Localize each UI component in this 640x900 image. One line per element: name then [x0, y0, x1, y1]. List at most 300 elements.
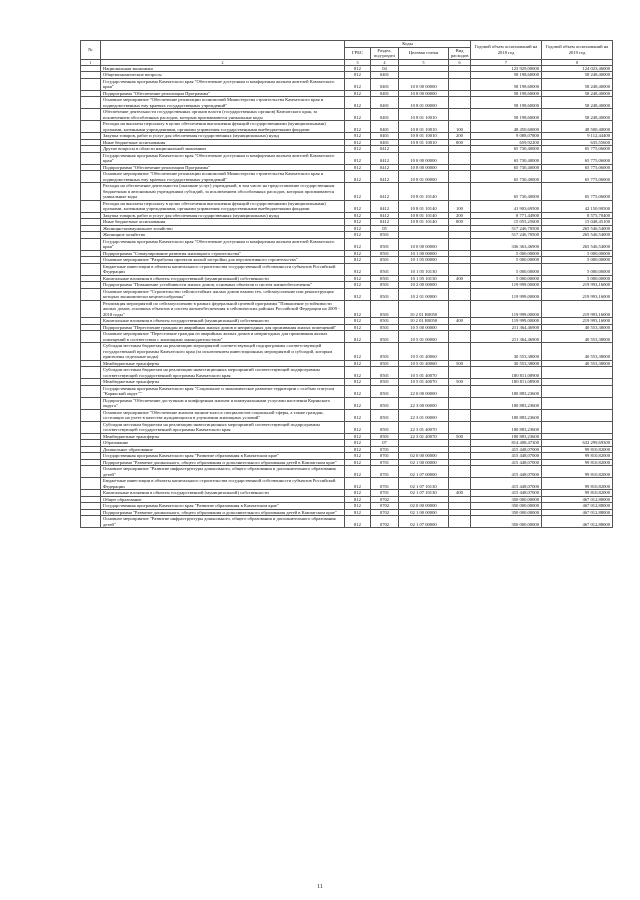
- cell-grbs: 812: [345, 250, 371, 257]
- cell-2019: 58 248,40000: [542, 90, 613, 97]
- cell-no: [81, 516, 101, 528]
- cell-no: [81, 238, 101, 250]
- cell-vid: [449, 516, 471, 528]
- cell-section: 0501: [371, 232, 399, 239]
- cell-grbs: 812: [345, 459, 371, 466]
- document-page: [80, 40, 612, 528]
- cell-vid: [449, 466, 471, 478]
- cell-2019: 219 993,16000: [542, 300, 613, 318]
- cell-2019: 99 810,82000: [542, 478, 613, 490]
- cell-grbs: 812: [345, 288, 371, 300]
- cell-vid: [449, 367, 471, 379]
- cell-target: 10 5 01 40070: [399, 367, 449, 379]
- cell-target: 10 5 01 40060: [399, 343, 449, 361]
- header-no: №: [81, 41, 101, 60]
- page-number: 11: [317, 884, 323, 890]
- cell-2018: 119 999,00000: [471, 282, 542, 289]
- cell-vid: [449, 385, 471, 397]
- cell-vid: [449, 78, 471, 90]
- cell-section: 0701: [371, 453, 399, 460]
- cell-grbs: 812: [345, 225, 371, 232]
- cell-name: Реализация мероприятий по сейсмоусилению в рамках федеральной целевой программы "Повышение устойчивости жилых домов, основных объектов и систем жизнеобеспечения в сейсмических районах Российской Федерации на 2009 - 2018 годы": [101, 300, 345, 318]
- cell-section: 0501: [371, 288, 399, 300]
- cell-2019: 5 000,00000: [542, 257, 613, 264]
- cell-target: 02 1 07 00000: [399, 516, 449, 528]
- cell-2018: 5 000,00000: [471, 263, 542, 275]
- cell-2019: 40 553,38000: [542, 324, 613, 331]
- cell-grbs: 812: [345, 282, 371, 289]
- cell-target: 10 8 01 10010: [399, 109, 449, 121]
- cell-grbs: 812: [345, 397, 371, 409]
- cell-2019: 5 000,00000: [542, 250, 613, 257]
- colnum: 8: [542, 59, 613, 65]
- cell-target: 10 2 01 00000: [399, 288, 449, 300]
- cell-vid: [449, 109, 471, 121]
- cell-2018: 336 363,46900: [471, 238, 542, 250]
- cell-2019: 58 248,40000: [542, 78, 613, 90]
- cell-grbs: 812: [345, 133, 371, 140]
- table-row: [81, 97, 613, 109]
- cell-name: Иные бюджетные ассигнования: [101, 219, 345, 226]
- cell-2019: 9 112,44400: [542, 133, 613, 140]
- cell-vid: [449, 97, 471, 109]
- cell-target: 10 8 01 00000: [399, 171, 449, 183]
- cell-grbs: 812: [345, 466, 371, 478]
- cell-2019: 467 012,88000: [542, 509, 613, 516]
- cell-vid: 800: [449, 219, 471, 226]
- cell-section: 0401: [371, 109, 399, 121]
- table-row: [81, 478, 613, 490]
- cell-vid: 400: [449, 275, 471, 282]
- colnum: 1: [81, 59, 101, 65]
- cell-2019: [542, 397, 613, 409]
- cell-section: 05: [371, 225, 399, 232]
- cell-section: 0401: [371, 72, 399, 79]
- cell-grbs: 812: [345, 146, 371, 153]
- cell-2019: 65 775,06000: [542, 171, 613, 183]
- cell-grbs: 812: [345, 97, 371, 109]
- header-section: Раздел, под-раздел: [371, 47, 399, 59]
- header-name: [101, 41, 345, 60]
- cell-2019: 58 248,40000: [542, 109, 613, 121]
- cell-section: 0412: [371, 212, 399, 219]
- cell-2018: 65 730,40000: [471, 183, 542, 201]
- cell-2018: 123 929,00000: [471, 65, 542, 72]
- cell-name: Субсидии местным бюджетам на реализацию инвестиционных мероприятий соответствующей подпрограммы соответствующей государственной программы Камчатского края: [101, 367, 345, 379]
- cell-section: 0501: [371, 250, 399, 257]
- cell-2018: 415 448,07000: [471, 478, 542, 490]
- cell-section: 0501: [371, 318, 399, 325]
- cell-vid: 400: [449, 318, 471, 325]
- cell-section: 0401: [371, 139, 399, 146]
- cell-2018: 350 000,00000: [471, 496, 542, 503]
- cell-2018: 5 000,00000: [471, 257, 542, 264]
- cell-2019: 5 000,00000: [542, 275, 613, 282]
- cell-2019: 99 810,82000: [542, 446, 613, 453]
- cell-section: 0501: [371, 300, 399, 318]
- table-row: [81, 421, 613, 433]
- cell-vid: [449, 300, 471, 318]
- cell-2018: 8 771,44900: [471, 212, 542, 219]
- cell-grbs: 812: [345, 275, 371, 282]
- cell-name: Закупка товаров, работ и услуг для обеспечения государственных (муниципальных) нужд: [101, 133, 345, 140]
- cell-vid: [449, 183, 471, 201]
- cell-2018: 180 883,23600: [471, 409, 542, 421]
- cell-grbs: 812: [345, 109, 371, 121]
- cell-name: Дошкольное образование: [101, 446, 345, 453]
- cell-grbs: 812: [345, 152, 371, 164]
- cell-2018: 350 000,00000: [471, 503, 542, 510]
- cell-name: Основное мероприятие "Обеспечение реализации полномочий Министерства строительства Камчатского края и подведомственных ему краевых государственных учреждений": [101, 171, 345, 183]
- cell-target: 02 0 00 00000: [399, 503, 449, 510]
- cell-vid: [449, 478, 471, 490]
- cell-section: 0401: [371, 121, 399, 133]
- cell-2018: 415 448,07000: [471, 453, 542, 460]
- cell-2019: 58 248,40000: [542, 72, 613, 79]
- cell-grbs: 812: [345, 121, 371, 133]
- cell-name: Капитальные вложения в объекты государственной (муниципальной) собственности: [101, 275, 345, 282]
- cell-2019: 99 810,82000: [542, 490, 613, 497]
- cell-2018: 814 408,47300: [471, 440, 542, 447]
- cell-2019: 635,55600: [542, 139, 613, 146]
- cell-2018: 415 448,07000: [471, 490, 542, 497]
- cell-section: 0401: [371, 133, 399, 140]
- cell-section: 0401: [371, 78, 399, 90]
- cell-name: Государственная программа Камчатского края "Обеспечение доступным и комфортным жильем жителей Камчатского края": [101, 78, 345, 90]
- cell-grbs: 812: [345, 318, 371, 325]
- cell-grbs: 812: [345, 453, 371, 460]
- cell-no: [81, 343, 101, 361]
- cell-2019: 40 553,38000: [542, 331, 613, 343]
- colnum: 6: [449, 59, 471, 65]
- cell-2019: 65 775,06000: [542, 164, 613, 171]
- cell-2019: 42 150,90500: [542, 200, 613, 212]
- cell-section: 07: [371, 440, 399, 447]
- cell-2019: 65 775,06000: [542, 152, 613, 164]
- cell-target: 22 3 01 40070: [399, 421, 449, 433]
- cell-target: 10 2 01 R0050: [399, 318, 449, 325]
- cell-section: 0412: [371, 152, 399, 164]
- cell-grbs: 812: [345, 183, 371, 201]
- cell-grbs: 812: [345, 503, 371, 510]
- cell-name: Жилищное хозяйство: [101, 232, 345, 239]
- cell-2018: 119 999,00000: [471, 300, 542, 318]
- cell-2019: 48 500,40000: [542, 121, 613, 133]
- cell-2019: 5 000,00000: [542, 263, 613, 275]
- cell-no: [81, 300, 101, 318]
- cell-grbs: 812: [345, 300, 371, 318]
- cell-2018: 211 364,46900: [471, 324, 542, 331]
- cell-grbs: 812: [345, 212, 371, 219]
- cell-section: 0412: [371, 164, 399, 171]
- cell-2019: 99 810,82000: [542, 459, 613, 466]
- cell-grbs: 812: [345, 78, 371, 90]
- cell-section: 0702: [371, 509, 399, 516]
- cell-vid: 500: [449, 379, 471, 386]
- table-row: [81, 288, 613, 300]
- cell-no: [81, 183, 101, 201]
- cell-2018: 15 055,25600: [471, 219, 542, 226]
- cell-vid: 500: [449, 360, 471, 367]
- cell-name: Другие вопросы в области национальной экономики: [101, 146, 345, 153]
- cell-vid: 200: [449, 212, 471, 219]
- cell-2018: 180 883,23600: [471, 433, 542, 440]
- cell-grbs: 812: [345, 421, 371, 433]
- cell-section: 0701: [371, 478, 399, 490]
- cell-target: 10 2 00 00000: [399, 282, 449, 289]
- cell-no: [81, 421, 101, 433]
- cell-section: 0501: [371, 238, 399, 250]
- cell-section: 0412: [371, 183, 399, 201]
- cell-2018: 119 999,00000: [471, 318, 542, 325]
- header-codes: Коды: [345, 41, 471, 48]
- table-row: [81, 78, 613, 90]
- cell-2018: 65 730,40000: [471, 146, 542, 153]
- table-row: [81, 367, 613, 379]
- cell-section: 0501: [371, 385, 399, 397]
- cell-section: 0501: [371, 397, 399, 409]
- table-row: [81, 331, 613, 343]
- cell-2018: 5 000,00000: [471, 275, 542, 282]
- cell-section: 0501: [371, 257, 399, 264]
- cell-vid: 500: [449, 433, 471, 440]
- cell-grbs: 812: [345, 433, 371, 440]
- cell-no: [81, 397, 101, 409]
- table-row: [81, 385, 613, 397]
- cell-2019: 124 023,46000: [542, 65, 613, 72]
- cell-section: 0501: [371, 343, 399, 361]
- cell-2018: 65 730,40000: [471, 152, 542, 164]
- header-vid: Вид расходов: [449, 47, 471, 59]
- cell-target: 10 1 05 00000: [399, 257, 449, 264]
- cell-target: 10 8 01 00000: [399, 97, 449, 109]
- cell-grbs: 812: [345, 490, 371, 497]
- cell-no: [81, 263, 101, 275]
- cell-2018: 48 450,60000: [471, 121, 542, 133]
- cell-section: 0702: [371, 516, 399, 528]
- cell-target: 10 0 00 00000: [399, 78, 449, 90]
- cell-vid: [449, 288, 471, 300]
- cell-vid: 800: [449, 139, 471, 146]
- cell-grbs: 812: [345, 478, 371, 490]
- cell-vid: [449, 238, 471, 250]
- cell-section: 0501: [371, 275, 399, 282]
- cell-target: 02 1 00 00000: [399, 509, 449, 516]
- cell-section: 0701: [371, 446, 399, 453]
- cell-name: Субсидии местным бюджетам на реализацию мероприятий соответствующей подпрограммы соответствующей государственной программы Камчатского края (за исключением инвестиционных мероприятий и субсидий, которым присвоены отдельные коды): [101, 343, 345, 361]
- cell-2019: 219 993,16000: [542, 288, 613, 300]
- cell-section: 0701: [371, 466, 399, 478]
- cell-no: [81, 466, 101, 478]
- cell-2019: [542, 409, 613, 421]
- cell-section: 0501: [371, 324, 399, 331]
- cell-no: [81, 288, 101, 300]
- cell-name: Образование: [101, 440, 345, 447]
- cell-grbs: 812: [345, 367, 371, 379]
- cell-2019: 467 012,88000: [542, 516, 613, 528]
- cell-section: 0412: [371, 219, 399, 226]
- cell-section: 0501: [371, 421, 399, 433]
- cell-no: [81, 97, 101, 109]
- cell-2018: 415 448,07000: [471, 466, 542, 478]
- cell-name: Государственная программа Камчатского края "Социальное и экономическое развитие территории с особым статусом "Корякский округ"": [101, 385, 345, 397]
- cell-name: Обеспечение деятельности государственных органов власти (государственных органов) Камчатского края, за исключением обособленных расходов, которым присваиваются уникальные коды: [101, 109, 345, 121]
- cell-2019: 65 775,06000: [542, 183, 613, 201]
- cell-name: Расходы на выплаты персоналу в целях обеспечения выполнения функций государственными (муниципальными) органами, казенными учреждениями, органами управления государственными внебюджетными фондами: [101, 121, 345, 133]
- cell-name: Бюджетные инвестиции в объекты капитального строительства государственной собственности субъектов Российской Федерации: [101, 263, 345, 275]
- budget-table: [80, 40, 613, 528]
- cell-target: 10 8 01 10010: [399, 121, 449, 133]
- cell-2018: 180 883,23600: [471, 421, 542, 433]
- cell-grbs: 812: [345, 324, 371, 331]
- cell-grbs: 812: [345, 446, 371, 453]
- cell-section: 0501: [371, 379, 399, 386]
- cell-name: Расходы на выплаты персоналу в целях обеспечения выполнения функций государственными (муниципальными) органами, казенными учреждениями, органами управления государственными внебюджетными фондами: [101, 200, 345, 212]
- colnum: 5: [399, 59, 449, 65]
- cell-2019: 632 299,69300: [542, 440, 613, 447]
- cell-grbs: 812: [345, 263, 371, 275]
- cell-2019: 99 810,82000: [542, 453, 613, 460]
- cell-grbs: 812: [345, 343, 371, 361]
- cell-2019: 467 012,88000: [542, 496, 613, 503]
- table-row: [81, 152, 613, 164]
- cell-section: 0701: [371, 490, 399, 497]
- table-row: [81, 343, 613, 361]
- cell-name: Государственная программа Камчатского края "Развитие образования в Камчатском крае": [101, 453, 345, 460]
- cell-no: [81, 367, 101, 379]
- cell-grbs: 812: [345, 360, 371, 367]
- cell-2018: 350 000,00000: [471, 516, 542, 528]
- cell-2018: 58 198,60000: [471, 97, 542, 109]
- cell-grbs: 812: [345, 331, 371, 343]
- cell-target: 10 8 01 10140: [399, 212, 449, 219]
- cell-vid: [449, 263, 471, 275]
- cell-target: 22 3 01 00000: [399, 409, 449, 421]
- cell-2018: 9 088,07800: [471, 133, 542, 140]
- cell-2019: 219 993,16000: [542, 318, 613, 325]
- cell-grbs: 812: [345, 385, 371, 397]
- cell-target: 10 5 01 00000: [399, 331, 449, 343]
- cell-2019: [542, 421, 613, 433]
- cell-2018: 58 198,60000: [471, 109, 542, 121]
- table-row: [81, 171, 613, 183]
- cell-name: Субсидии местным бюджетам на реализацию инвестиционных мероприятий соответствующей подпрограммы соответствующей государственной программы Камчатского края: [101, 421, 345, 433]
- cell-vid: [449, 331, 471, 343]
- cell-name: Межбюджетные трансферты: [101, 379, 345, 386]
- cell-2018: 180 811,08900: [471, 379, 542, 386]
- table-row: [81, 238, 613, 250]
- cell-2018: 415 448,07000: [471, 459, 542, 466]
- table-row: [81, 183, 613, 201]
- cell-2018: 517 246,70500: [471, 232, 542, 239]
- cell-name: Расходы на обеспечение деятельности (оказание услуг) учреждений, в том числе на предоставление государственным бюджетным и автономным учреждениям субсидий, за исключением обособленных расходов, которым присваиваются уникальные коды: [101, 183, 345, 201]
- cell-name: Бюджетные инвестиции в объекты капитального строительства государственной собственности субъектов Российской Федерации: [101, 478, 345, 490]
- cell-section: 0702: [371, 503, 399, 510]
- cell-target: 10 1 05 10130: [399, 263, 449, 275]
- cell-no: [81, 478, 101, 490]
- cell-name: Основное мероприятие "Обеспечение жильем эконом-класса специалистов социальной сферы, а также граждан, состоящих на учете в качестве нуждающихся в улучшении жилищных условий": [101, 409, 345, 421]
- cell-2018: 119 999,00000: [471, 288, 542, 300]
- cell-grbs: 812: [345, 139, 371, 146]
- cell-target: 10 1 00 00000: [399, 250, 449, 257]
- cell-target: 10 1 05 10130: [399, 275, 449, 282]
- cell-name: Межбюджетные трансферты: [101, 433, 345, 440]
- cell-name: Иные бюджетные ассигнования: [101, 139, 345, 146]
- table-row: [81, 109, 613, 121]
- cell-grbs: 812: [345, 232, 371, 239]
- cell-target: 22 3 01 40070: [399, 433, 449, 440]
- cell-name: Подпрограмма "Обеспечение реализации Программы": [101, 90, 345, 97]
- cell-target: 10 5 00 00000: [399, 324, 449, 331]
- cell-name: Государственная программа Камчатского края "Обеспечение доступным и комфортным жильем жителей Камчатского края": [101, 152, 345, 164]
- cell-2019: [542, 385, 613, 397]
- cell-2018: 350 000,00000: [471, 509, 542, 516]
- cell-2018: 180 811,08900: [471, 367, 542, 379]
- cell-section: 04: [371, 65, 399, 72]
- cell-grbs: 812: [345, 238, 371, 250]
- cell-name: Подпрограмма "Повышение устойчивости жилых домов, основных объектов и систем жизнеобеспечения": [101, 282, 345, 289]
- cell-2018: 30 553,38000: [471, 343, 542, 361]
- cell-no: [81, 200, 101, 212]
- cell-2018: 58 198,60000: [471, 90, 542, 97]
- cell-vid: [449, 409, 471, 421]
- cell-name: Основное мероприятие "Обеспечение реализации полномочий Министерства строительства Камчатского края и подведомственных ему краевых государственных учреждений": [101, 97, 345, 109]
- cell-target: 10 8 01 10010: [399, 139, 449, 146]
- cell-section: 0412: [371, 200, 399, 212]
- cell-name: Основное мероприятие "Развитие инфраструктуры дошкольного, общего образования и дополнительного образования детей": [101, 466, 345, 478]
- cell-section: 0701: [371, 459, 399, 466]
- cell-section: 0401: [371, 97, 399, 109]
- cell-section: 0501: [371, 433, 399, 440]
- cell-grbs: 812: [345, 200, 371, 212]
- cell-section: 0412: [371, 146, 399, 153]
- cell-2018: 5 000,00000: [471, 250, 542, 257]
- cell-2019: 219 993,16000: [542, 282, 613, 289]
- cell-2018: 517 246,70500: [471, 225, 542, 232]
- cell-grbs: 812: [345, 379, 371, 386]
- cell-target: 02 1 07 10130: [399, 478, 449, 490]
- cell-name: Основное мероприятие "Строительство сейсмостойких жилых домов взамен тех, сейсмоусиление или реконструкция которых экономически нецелесообразны": [101, 288, 345, 300]
- cell-name: Основное мероприятие "Переселение граждан из аварийных жилых домов и непригодных для проживания жилых помещений в соответствии с жилищным законодательством": [101, 331, 345, 343]
- cell-2018: 41 903,69500: [471, 200, 542, 212]
- cell-target: 10 8 01 10140: [399, 183, 449, 201]
- cell-target: 10 0 00 00000: [399, 152, 449, 164]
- cell-2018: 180 883,23600: [471, 397, 542, 409]
- cell-section: 0501: [371, 282, 399, 289]
- cell-name: Подпрограмма "Переселение граждан из аварийных жилых домов и непригодных для проживания жилых помещений": [101, 324, 345, 331]
- cell-2018: 58 198,60000: [471, 78, 542, 90]
- table-row: [81, 121, 613, 133]
- header-2018: Годовой объем ассигнований на 2018 год: [471, 41, 542, 60]
- cell-target: 10 8 00 00000: [399, 164, 449, 171]
- cell-target: 10 8 01 10010: [399, 133, 449, 140]
- cell-2018: 30 553,38000: [471, 360, 542, 367]
- cell-vid: [449, 397, 471, 409]
- cell-grbs: 812: [345, 164, 371, 171]
- colnum: 3: [345, 59, 371, 65]
- cell-no: [81, 331, 101, 343]
- cell-name: Капитальные вложения в объекты государственной (муниципальной) собственности: [101, 318, 345, 325]
- cell-name: Государственная программа Камчатского края "Развитие образования в Камчатском крае": [101, 503, 345, 510]
- table-row: [81, 300, 613, 318]
- cell-name: Подпрограмма "Развитие дошкольного, общего образования и дополнительного образования детей в Камчатском крае": [101, 509, 345, 516]
- colnum: 4: [371, 59, 399, 65]
- cell-no: [81, 121, 101, 133]
- cell-section: 0501: [371, 263, 399, 275]
- cell-name: Национальная экономика: [101, 65, 345, 72]
- cell-section: 0501: [371, 367, 399, 379]
- cell-name: Межбюджетные трансферты: [101, 360, 345, 367]
